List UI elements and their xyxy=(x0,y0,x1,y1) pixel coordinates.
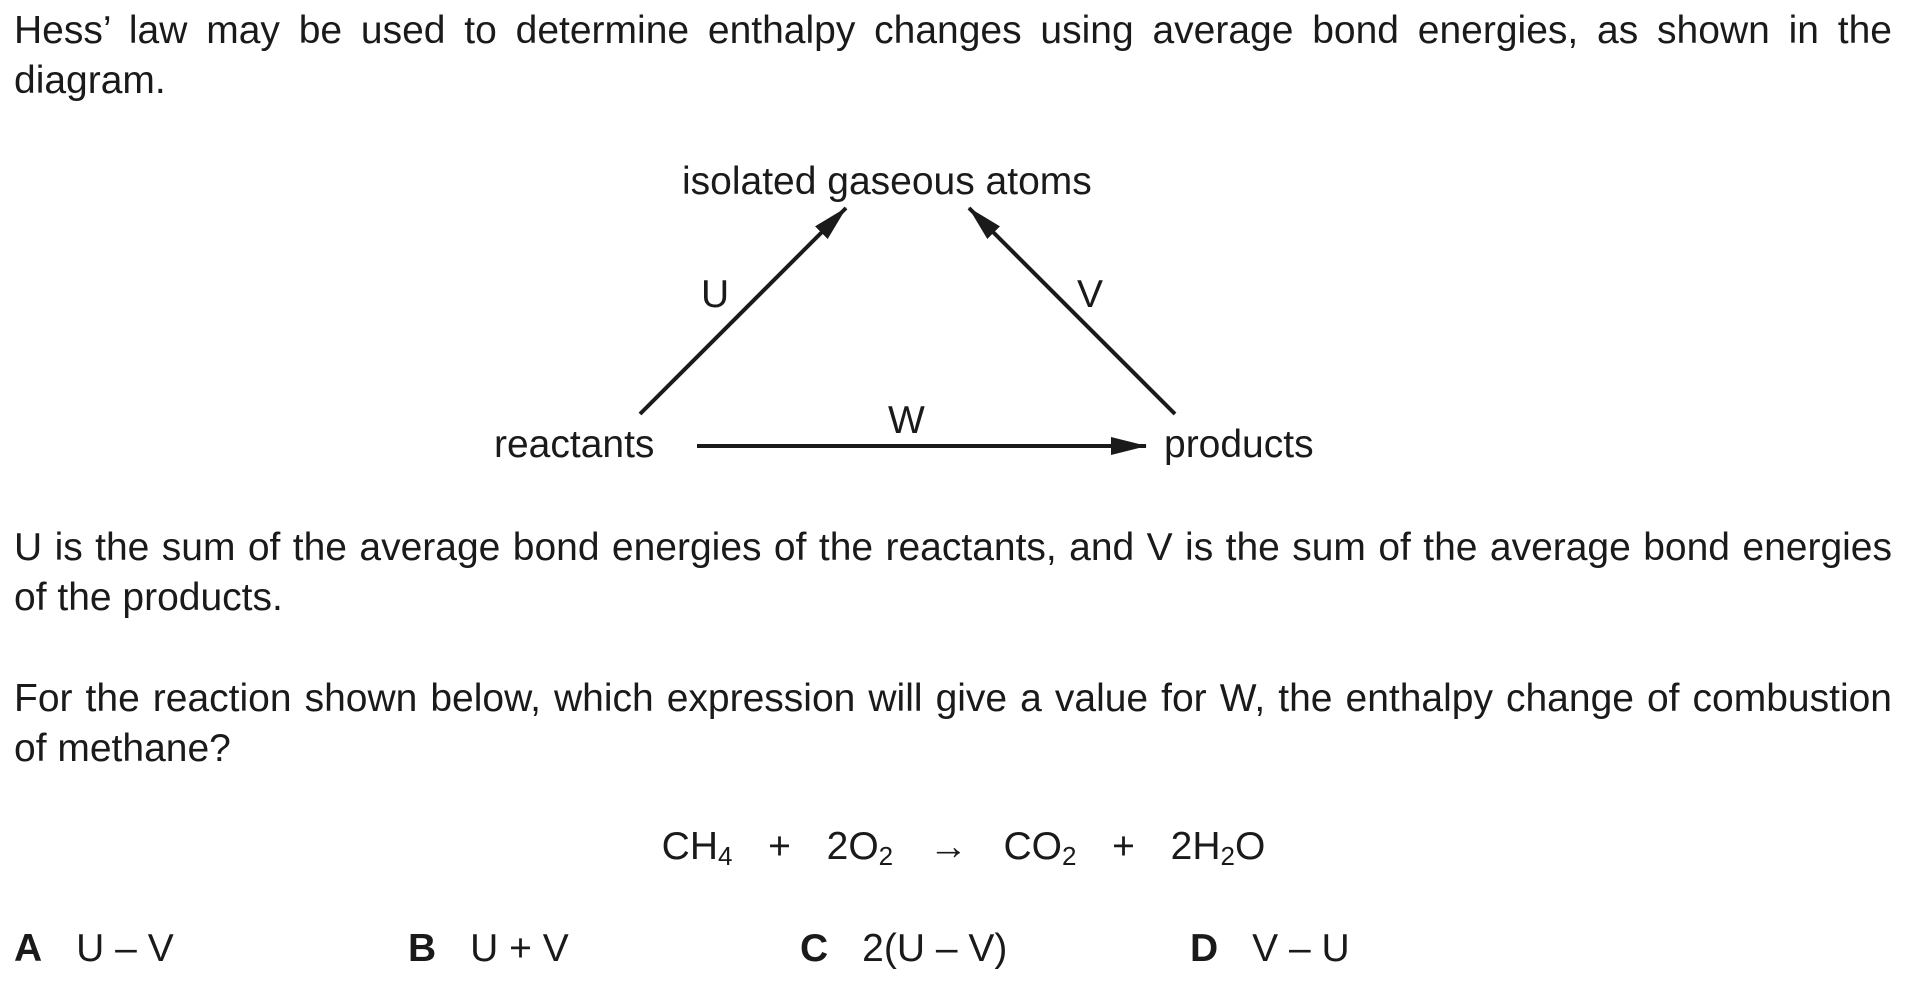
eq-co2: $CO_2$ xyxy=(1003,825,1077,871)
label-products: products xyxy=(1164,423,1314,466)
arrow-u xyxy=(640,208,846,414)
option-d[interactable] xyxy=(1190,924,1350,974)
option-a[interactable] xyxy=(14,924,174,974)
option-c[interactable] xyxy=(800,924,1007,974)
arrow-v xyxy=(969,208,1175,414)
eq-o2: $2O_2$ xyxy=(826,825,894,871)
option-b[interactable] xyxy=(408,924,569,974)
option-letter: B xyxy=(408,927,437,970)
eq-plus-1: + xyxy=(768,825,791,868)
intro-paragraph: Hess’ law may be used to determine enthalpy changes using average bond energies, as shown in the diagram. xyxy=(14,9,1892,102)
option-letter: A xyxy=(14,927,43,970)
uv-definition-paragraph: U is the sum of the average bond energies of the reactants, and V is the sum of the average bond energies of the products. xyxy=(14,526,1892,619)
option-letter: D xyxy=(1190,927,1219,970)
label-reactants: reactants xyxy=(494,423,655,466)
label-v: V xyxy=(1077,273,1104,316)
eq-ch4: $CH_4$ xyxy=(661,825,733,871)
option-text: U + V xyxy=(470,927,569,970)
eq-h2o: $2H_2O$ xyxy=(1170,825,1266,871)
option-letter: C xyxy=(800,927,829,970)
eq-arrow: → xyxy=(928,825,968,868)
label-isolated-gaseous-atoms: isolated gaseous atoms xyxy=(682,160,1092,203)
label-w: W xyxy=(888,399,925,442)
option-text: U – V xyxy=(76,927,174,970)
combustion-equation xyxy=(0,822,1907,872)
label-u: U xyxy=(701,273,730,316)
question-paragraph: For the reaction shown below, which expression will give a value for W, the enthalpy change of combustion of methane? xyxy=(14,677,1892,770)
eq-plus-2: + xyxy=(1112,825,1135,868)
option-text: 2(U – V) xyxy=(862,927,1008,970)
option-text: V – U xyxy=(1252,927,1350,970)
